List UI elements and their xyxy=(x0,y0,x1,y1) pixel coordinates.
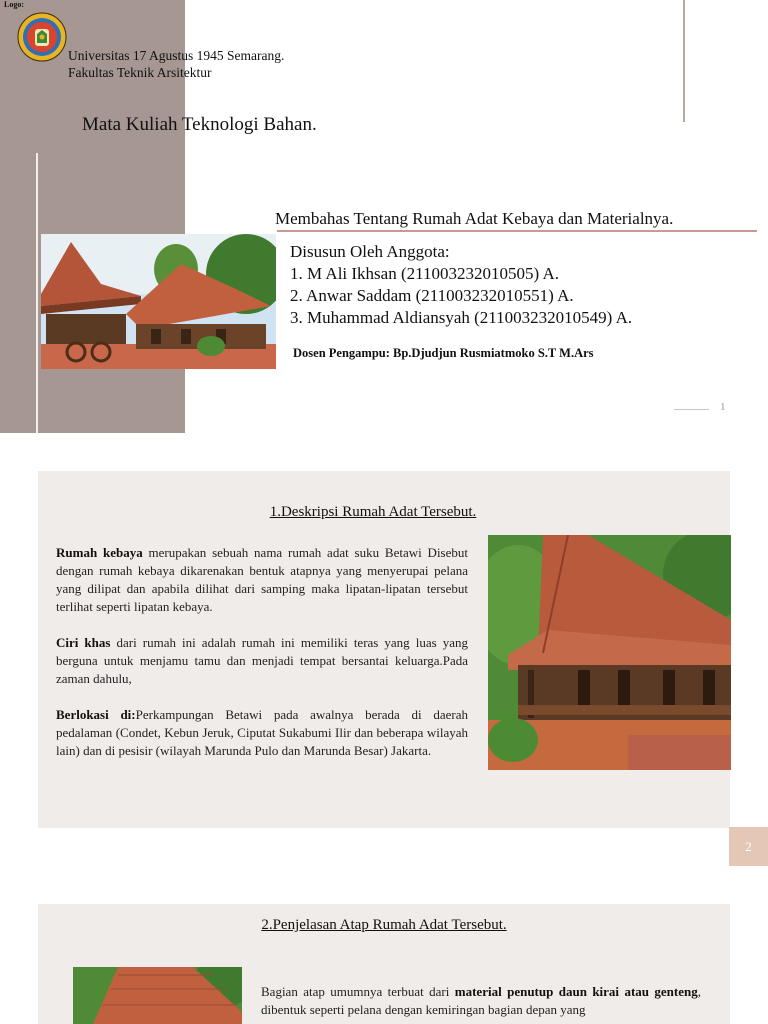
roof-photo xyxy=(73,967,242,1024)
page-number: 1 xyxy=(720,401,726,413)
term-bold: Ciri khas xyxy=(56,635,111,650)
author-item: 2. Anwar Saddam (211003232010551) A. xyxy=(290,286,574,305)
description-slide xyxy=(0,446,768,866)
section-heading: 1.Deskripsi Rumah Adat Tersebut. xyxy=(269,504,477,520)
page-number-badge: 2 xyxy=(729,827,768,866)
page-number-line xyxy=(674,409,709,410)
title-slide xyxy=(0,0,768,433)
decorative-vertical-line xyxy=(36,153,38,433)
paragraph-text: Bagian atap umumnya terbuat dari xyxy=(261,984,455,999)
paragraph-text: dari rumah ini adalah rumah ini memiliki teras yang luas yang berguna untuk menjamu tamu dan menjadi tempat bersantai keluarga.Pada zaman dahulu, xyxy=(56,635,468,686)
university-logo xyxy=(17,12,67,62)
institution-block xyxy=(68,47,284,81)
lecturer-line: Dosen Pengampu: Bp.Djudjun Rusmiatmoko S.T M.Ars xyxy=(293,346,594,360)
logo-label: Logo: xyxy=(4,0,24,9)
term-bold: Berlokasi di: xyxy=(56,707,136,722)
paragraph-text: Perkampungan Betawi pada awalnya berada di daerah pedalaman (Condet, Kebun Jeruk, Ciputat Sukabumi Ilir dan beberapa wilayah lain) dan di pesisir (wilayah Marunda Pulo dan Marunda Besar) Jakarta. xyxy=(56,707,468,758)
description-text xyxy=(56,544,468,778)
term-bold: Rumah kebaya xyxy=(56,545,143,560)
rumah-kebaya-photo xyxy=(41,234,276,369)
authors-block xyxy=(290,241,632,329)
course-title: Mata Kuliah Teknologi Bahan. xyxy=(82,114,317,135)
paragraph-lokasi xyxy=(56,706,468,760)
paragraph-text: merupakan sebuah nama rumah adat suku Betawi Disebut dengan rumah kebaya dikarenakan bentuk atapnya yang menyerupai pelana yang dilipat dan apabila dilihat dari samping maka lipatan-lipatan tersebut terlihat seperti lipatan kebaya. xyxy=(56,545,468,614)
author-item: 3. Muhammad Aldiansyah (211003232010549) A. xyxy=(290,308,633,327)
topic-underline xyxy=(277,230,757,232)
faculty-name: Fakultas Teknik Arsitektur xyxy=(68,65,212,80)
paragraph-text: , dibentuk seperti pelana dengan kemiringan bagian depan yang xyxy=(261,984,701,1017)
author-item: 1. M Ali Ikhsan (211003232010505) A. xyxy=(290,264,560,283)
content-card xyxy=(38,471,730,828)
authors-title: Disusun Oleh Anggota: xyxy=(290,242,450,261)
section-heading: 2.Penjelasan Atap Rumah Adat Tersebut. xyxy=(261,917,507,933)
rumah-kebaya-house-photo xyxy=(488,535,731,770)
roof-slide xyxy=(0,880,768,1024)
topic-title: Membahas Tentang Rumah Adat Kebaya dan Materialnya. xyxy=(275,209,674,228)
university-name: Universitas 17 Agustus 1945 Semarang. xyxy=(68,48,285,63)
term-bold: material penutup daun kirai atau genteng xyxy=(454,984,698,999)
paragraph-ciri-khas xyxy=(56,634,468,688)
decorative-right-line xyxy=(683,0,685,122)
paragraph-rumah-kebaya xyxy=(56,544,468,616)
roof-description-text xyxy=(261,983,701,1019)
content-card xyxy=(38,904,730,1024)
